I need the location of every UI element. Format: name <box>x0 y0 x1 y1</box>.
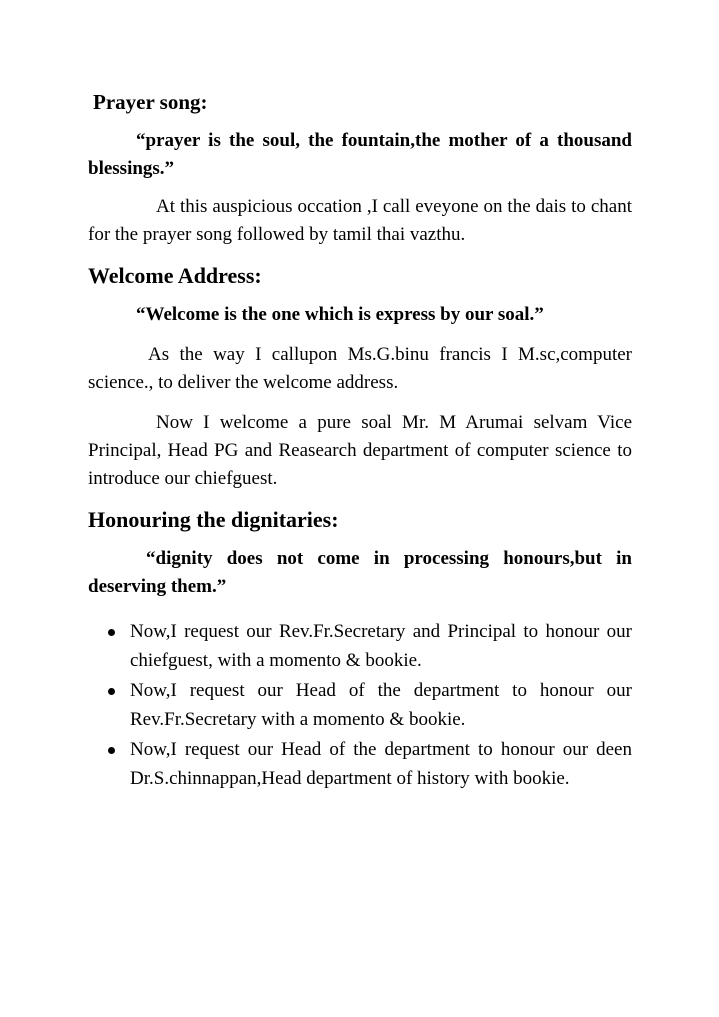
honouring-list <box>88 617 632 793</box>
list-item-text: Now,I request our Head of the department to honour our Rev.Fr.Secretary with a momento & bookie. <box>130 680 632 730</box>
honouring-quote: “dignity does not come in processing honours,but in deserving them.” <box>88 548 632 597</box>
bullet-icon <box>108 688 115 695</box>
bullet-icon <box>108 747 115 754</box>
prayer-body: At this auspicious occation ,I call eveyone on the dais to chant for the prayer song followed by tamil thai vazthu. <box>88 196 632 245</box>
honouring-heading: Honouring the dignitaries: <box>88 507 339 532</box>
list-item <box>130 735 632 793</box>
list-item-text: Now,I request our Head of the department to honour our deen Dr.S.chinnappan,Head department of history with bookie. <box>130 739 632 789</box>
welcome-quote: “Welcome is the one which is express by our soal.” <box>136 304 544 325</box>
list-item <box>130 676 632 734</box>
prayer-quote: “prayer is the soul, the fountain,the mother of a thousand blessings.” <box>88 130 632 179</box>
welcome-address-heading: Welcome Address: <box>88 263 262 288</box>
prayer-song-heading: Prayer song: <box>93 90 208 114</box>
list-item-text: Now,I request our Rev.Fr.Secretary and Principal to honour our chiefguest, with a momento & bookie. <box>130 621 632 671</box>
list-item <box>130 617 632 675</box>
welcome-body-2: Now I welcome a pure soal Mr. M Arumai selvam Vice Principal, Head PG and Reasearch department of computer science to introduce our chiefguest. <box>88 412 632 489</box>
welcome-body-1: As the way I callupon Ms.G.binu francis I M.sc,computer science., to deliver the welcome address. <box>88 344 632 393</box>
bullet-icon <box>108 629 115 636</box>
document-content <box>88 88 632 793</box>
